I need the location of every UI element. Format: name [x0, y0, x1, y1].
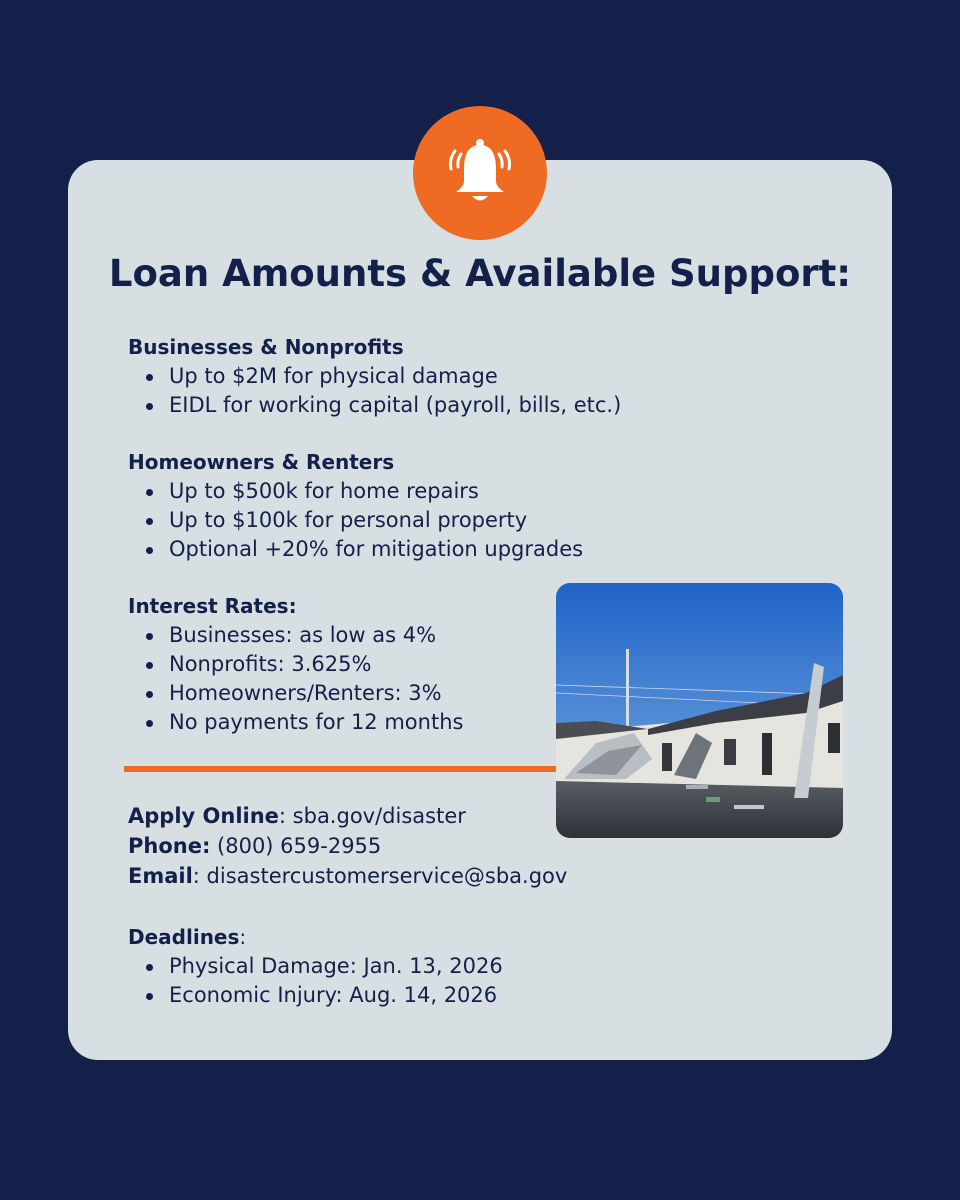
list-item: Homeowners/Renters: 3%: [169, 679, 463, 708]
bell-badge: [413, 106, 547, 240]
contact-section: [128, 801, 567, 891]
section-divider: [124, 766, 560, 772]
bell-alert-icon: [440, 133, 520, 213]
homeowners-list: [128, 477, 583, 564]
list-item: No payments for 12 months: [169, 708, 463, 737]
email-line: [128, 861, 567, 891]
rates-heading: Interest Rates:: [128, 594, 297, 618]
phone-number[interactable]: (800) 659-2955: [210, 834, 382, 858]
email-address[interactable]: : disastercustomerservice@sba.gov: [192, 864, 568, 888]
deadlines-heading-line: [128, 923, 503, 952]
businesses-section: [128, 333, 621, 420]
list-item: Up to $2M for physical damage: [169, 362, 621, 391]
rates-list: [128, 621, 463, 737]
deadlines-heading: Deadlines: [128, 925, 240, 949]
rates-section: [128, 592, 463, 737]
list-item: EIDL for working capital (payroll, bills, etc.): [169, 391, 621, 420]
storm-damage-photo: [556, 583, 843, 838]
list-item: Economic Injury: Aug. 14, 2026: [169, 981, 503, 1010]
list-item: Businesses: as low as 4%: [169, 621, 463, 650]
phone-line: [128, 831, 567, 861]
list-item: Up to $500k for home repairs: [169, 477, 583, 506]
businesses-heading: Businesses & Nonprofits: [128, 335, 404, 359]
deadlines-list: [128, 952, 503, 1010]
list-item: Nonprofits: 3.625%: [169, 650, 463, 679]
apply-online-line: [128, 801, 567, 831]
homeowners-heading: Homeowners & Renters: [128, 450, 395, 474]
homeowners-section: [128, 448, 583, 564]
email-label: Email: [128, 864, 193, 888]
deadlines-section: [128, 923, 503, 1010]
list-item: Optional +20% for mitigation upgrades: [169, 535, 583, 564]
businesses-list: [128, 362, 621, 420]
apply-online-link[interactable]: : sba.gov/disaster: [278, 804, 466, 828]
list-item: Up to $100k for personal property: [169, 506, 583, 535]
apply-online-label: Apply Online: [128, 804, 279, 828]
page-title: Loan Amounts & Available Support:: [108, 252, 852, 295]
phone-label: Phone:: [128, 834, 211, 858]
list-item: Physical Damage: Jan. 13, 2026: [169, 952, 503, 981]
deadlines-colon: :: [239, 925, 247, 949]
